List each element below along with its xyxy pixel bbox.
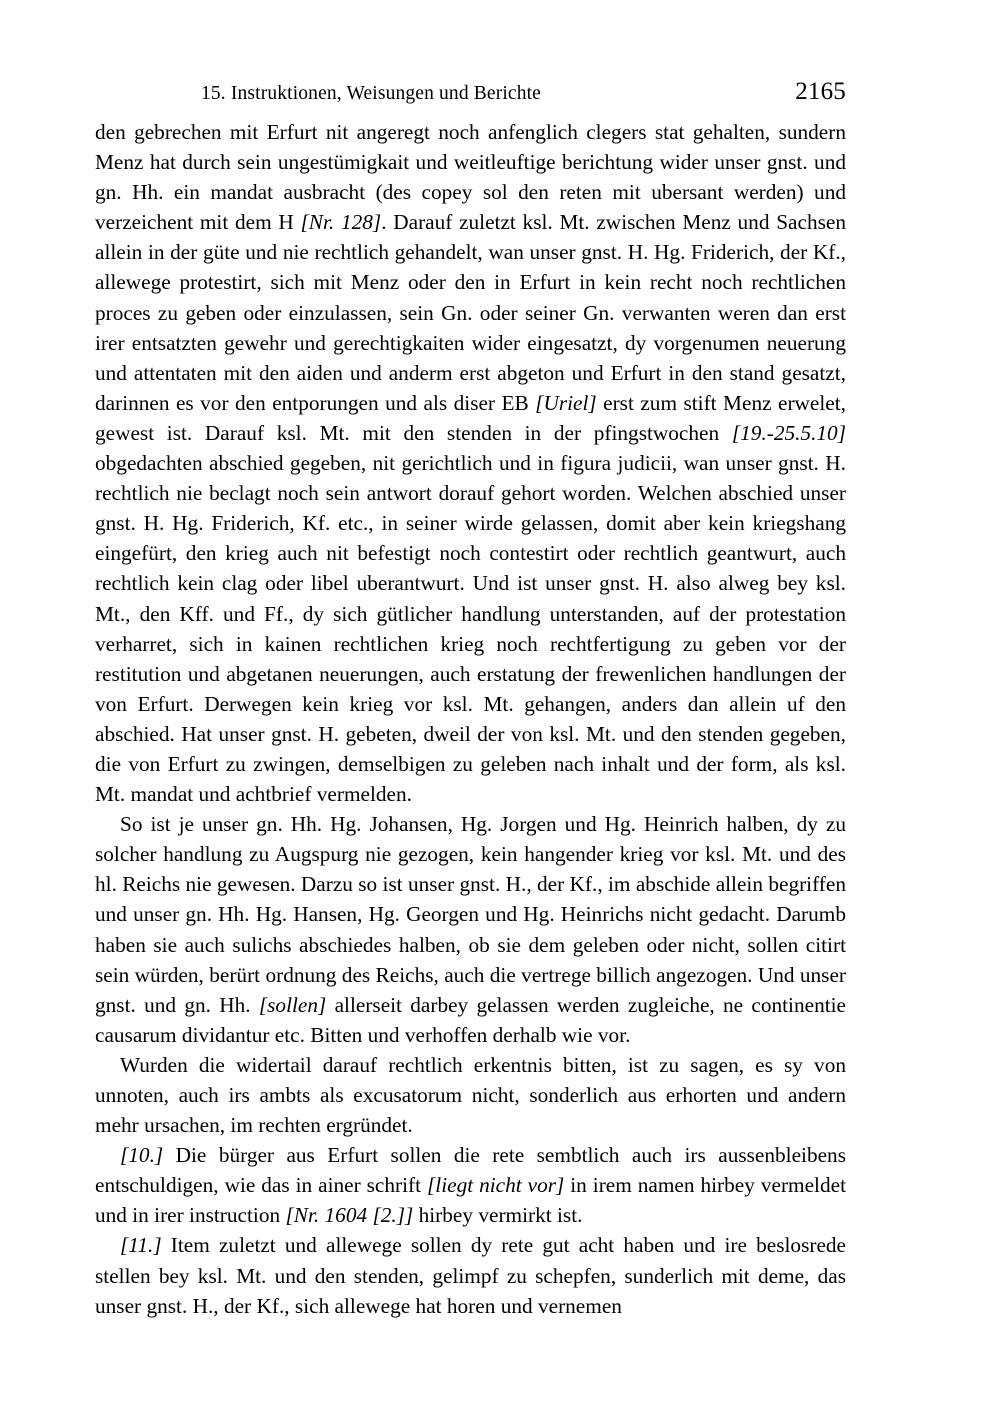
text-run: obgedachten abschied gegeben, nit gerichtlich und in figura judicii, wan unser gnst. H. rechtlich nie beclagt noch sein antwort dorauf gehort worden. Welchen abschied unser gnst. H. Hg. Friderich, Kf. etc., in seiner wirde gelassen, domit aber kein kriegshang eingefürt, den krieg auch nit befestigt noch contestirt oder rechtlich geantwurt, auch rechtlich kein clag oder libel uberantwurt. Und ist unser gnst. H. also alweg bey ksl. Mt., den Kff. und Ff., dy sich gütlicher handlung unterstanden, auf der protestation verharret, sich in kainen rechtlichen krieg noch rechtfertigung zu geben vor der restitution und abgetanen neuerungen, auch erstatung der frewenlichen handlungen der von Erfurt. Derwegen kein krieg vor ksl. Mt. gehangen, anders dan allein uf den abschied. Hat unser gnst. H. gebeten, dweil der von ksl. Mt. und den stenden gegeben, die von Erfurt zu zwingen, demselbigen zu geleben nach inhalt und der form, als ksl. Mt. mandat und achtbrief vermelden. [95,451,846,807]
text-run: Wurden die widertail darauf rechtlich erkentnis bitten, ist zu sagen, es sy von unnoten, auch irs ambts als excusatorum nicht, sonderlich aus erhorten und andern mehr ursachen, im rechten ergründet. [95,1052,846,1138]
text-run: in irem namen hirbey vermeldet und in irer instruction [95,1173,846,1228]
running-head-title: 15. Instruktionen, Weisungen und Berichte [201,83,541,104]
editorial-insertion: [Uriel] [535,390,597,415]
text-run: So ist je unser gn. Hh. Hg. Johansen, Hg. Jorgen und Hg. Heinrich halben, dy zu solcher handlung zu Augspurg nie gezogen, kein hangender krieg vor ksl. Mt. und des hl. Reichs nie gewesen. Darzu so ist unser gnst. H., der Kf., im abschide allein begriffen und unser gn. Hh. Hg. Hansen, Hg. Georgen und Hg. Heinrichs nicht gedacht. Darumb haben sie auch sulichs abschiedes halben, ob sie dem geleben oder nicht, sollen citirt sein würden, berürt ordnung des Reichs, auch die vertrege billich angezogen. Und unser gnst. und gn. Hh. [95,812,846,1017]
page-number: 2165 [795,78,846,105]
text-run: Item zuletzt und allewege sollen dy rete gut acht haben und ire beslosrede stellen bey ksl. Mt. und den stenden, gelimpf zu schepfen, sunderlich mit deme, das unser gnst. H., der Kf., sich allewege hat horen und vernemen [95,1233,846,1318]
editorial-insertion: [sollen] [258,992,327,1017]
paragraph [95,117,846,809]
section-number: [11.] [120,1233,162,1258]
text-run: allerseit darbey gelassen werden zugleiche, ne continentie causarum dividantur etc. Bitten und verhoffen derhalb wie vor. [95,992,847,1047]
editorial-insertion: [Nr. 128] [300,210,382,235]
editorial-insertion: [liegt nicht vor] [427,1173,565,1198]
running-head [95,78,846,104]
text-run: den gebrechen mit Erfurt nit angeregt noch anfenglich clegers stat gehalten, sundern Menz hat durch sein ungestümigkait und weitleuftige berichtung wider unser gnst. und gn. Hh. ein mandat ausbracht (des copey sol den reten mit ubersant werden) und verzeichent mit dem H [95,120,846,235]
paragraph [95,809,846,1050]
paragraph [95,1230,846,1320]
text-run: hirbey vermirkt ist. [413,1203,583,1228]
paragraph [95,1140,846,1230]
editorial-insertion: [19.-25.5.10] [731,420,846,445]
section-number: [10.] [120,1143,164,1168]
text-run: erst zum stift Menz erwelet, gewest ist. Darauf ksl. Mt. mit den stenden in der pfingstwochen [95,390,846,445]
editorial-insertion: [Nr. 1604 [2.]] [285,1203,414,1228]
body-text [95,117,846,1321]
text-run: . Darauf zuletzt ksl. Mt. zwischen Menz und Sachsen allein in der güte und nie rechtlich gehandelt, wan unser gnst. H. Hg. Friderich, der Kf., allewege protestirt, sich mit Menz oder den in Erfurt in kein recht noch rechtlichen proces zu geben oder einzulassen, sein Gn. oder seiner Gn. verwanten weren dan erst irer entsatzten gewehr und gerechtigkaiten wider eingesatzt, dy vorgenumen neuerung und attentaten mit den aiden und anderm erst abgeton und Erfurt in den stand gesatzt, darinnen es vor den entporungen und als diser EB [95,210,846,415]
text-run: Die bürger aus Erfurt sollen die rete sembtlich auch irs aussenbleibens entschuldigen, wie das in ainer schrift [95,1143,846,1198]
paragraph [95,1050,846,1140]
